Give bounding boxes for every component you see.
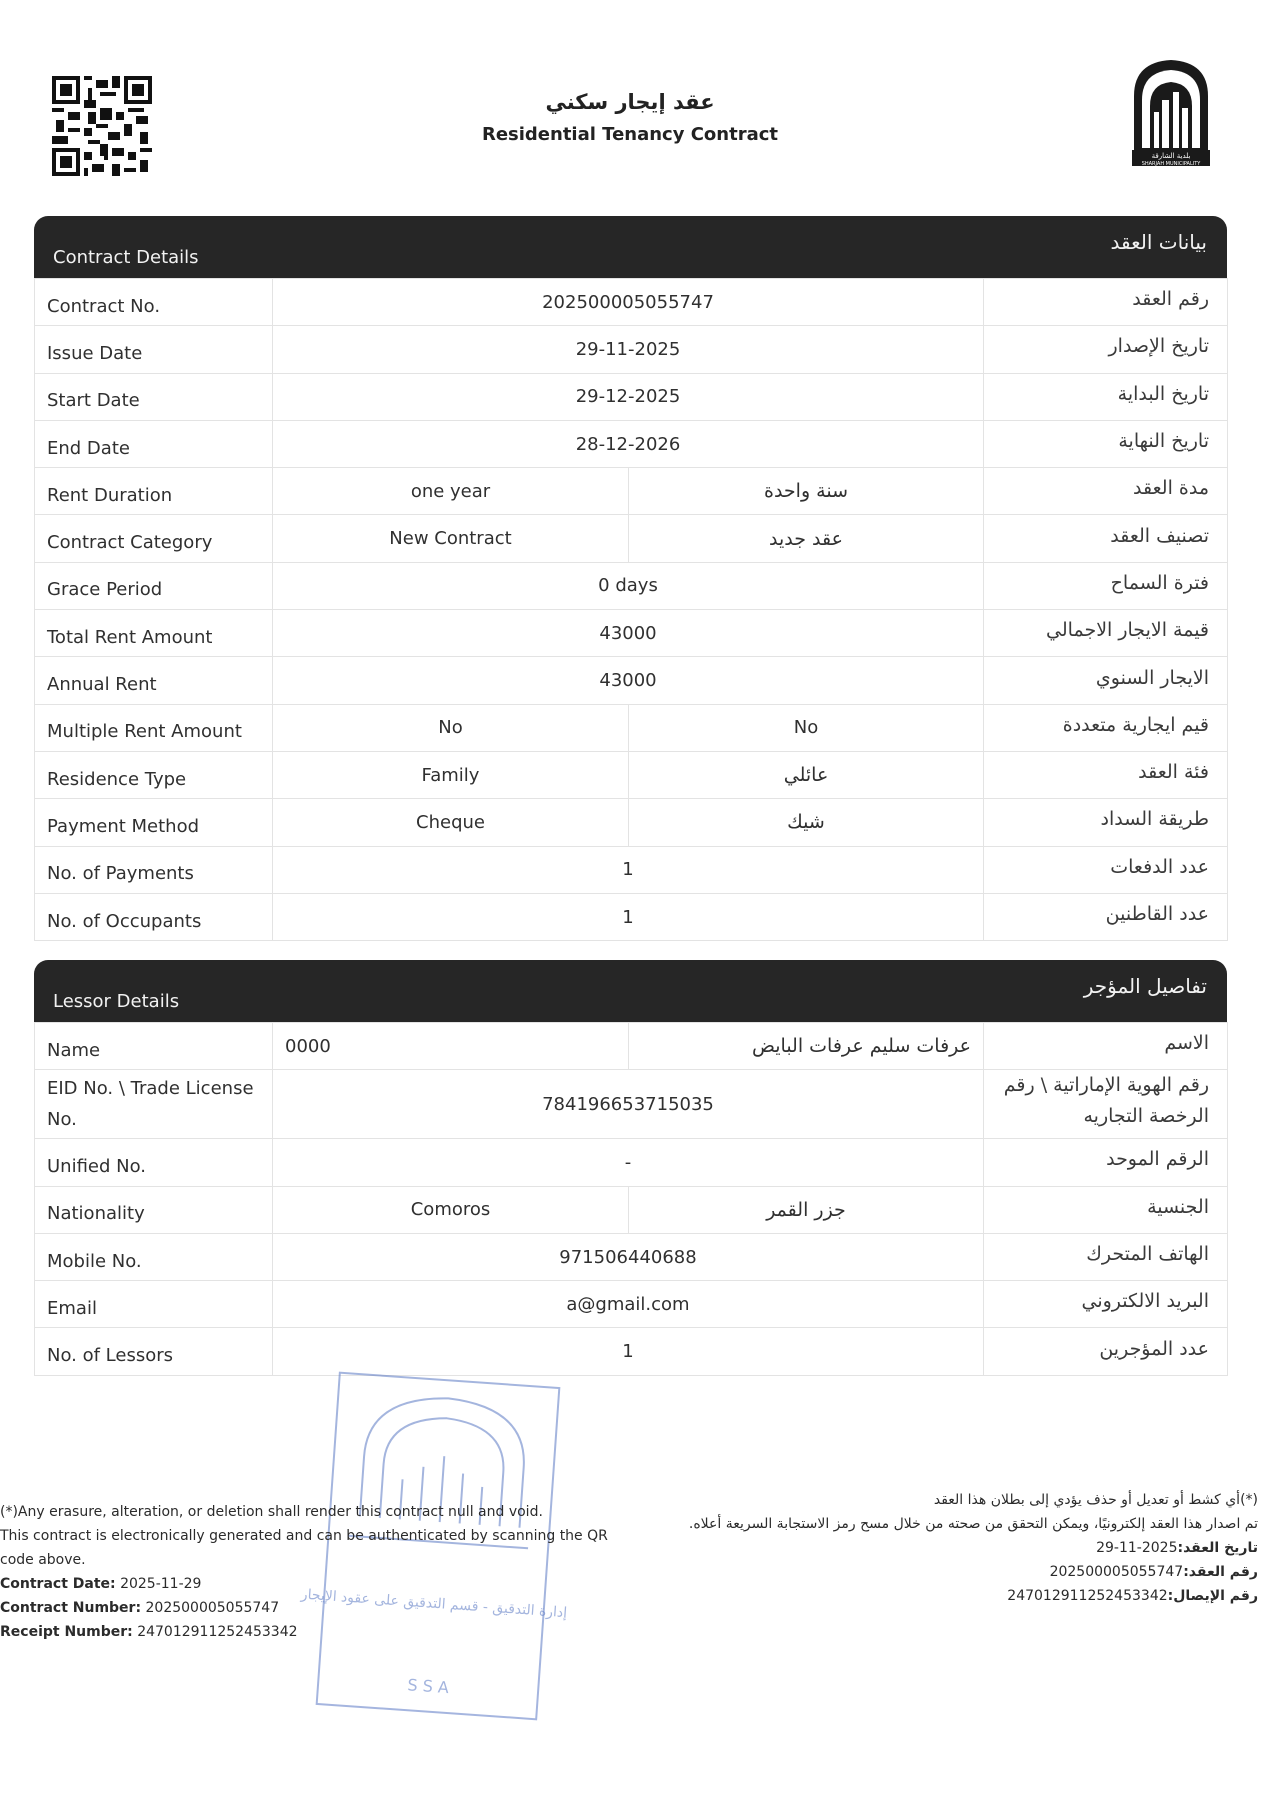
logo-text-ar: بلدية الشارقة — [1151, 152, 1191, 160]
table-row — [35, 1233, 1228, 1280]
logo-text-en: SHARJAH MUNICIPALITY — [1141, 161, 1201, 167]
label-grace-period: Grace Period — [35, 562, 273, 609]
table-row — [35, 657, 1228, 704]
label-nationality: Nationality — [35, 1186, 273, 1233]
footer-contract-date: Contract Date: 2025-11-29 — [0, 1576, 202, 1592]
label-start-date: Start Date — [35, 373, 273, 420]
label-eid-trade-license: EID No. \ Trade License No. — [35, 1070, 273, 1139]
label-lessor-name: Name — [35, 1023, 273, 1070]
value-total-rent: 43000 — [273, 610, 984, 657]
value-no-of-payments: 1 — [273, 846, 984, 893]
label-rent-duration: Rent Duration — [35, 468, 273, 515]
label-ar-residence-type: فئة العقد — [984, 751, 1228, 798]
value-end-date: 28-12-2026 — [273, 420, 984, 467]
label-email: Email — [35, 1281, 273, 1328]
label-mobile-no: Mobile No. — [35, 1233, 273, 1280]
value-unified-no: - — [273, 1139, 984, 1186]
table-row — [35, 893, 1228, 940]
label-ar-eid-trade-license: رقم الهوية الإماراتية \ رقم الرخصة التجاريه — [984, 1070, 1228, 1139]
label-end-date: End Date — [35, 420, 273, 467]
value-no-of-lessors: 1 — [273, 1328, 984, 1375]
label-multiple-rent: Multiple Rent Amount — [35, 704, 273, 751]
label-ar-issue-date: تاريخ الإصدار — [984, 326, 1228, 373]
label-ar-nationality: الجنسية — [984, 1186, 1228, 1233]
label-ar-start-date: تاريخ البداية — [984, 373, 1228, 420]
value-residence-type-ar: عائلي — [629, 751, 984, 798]
lessor-details-heading-ar: تفاصيل المؤجر — [1083, 974, 1207, 998]
table-row — [35, 610, 1228, 657]
footer-contract-date-ar: تاريخ العقد:2025-11-29 — [1096, 1540, 1258, 1556]
value-multiple-rent-ar: No — [629, 704, 984, 751]
value-contract-category-ar: عقد جديد — [629, 515, 984, 562]
value-mobile-no: 971506440688 — [273, 1233, 984, 1280]
table-row — [35, 326, 1228, 373]
contract-details-table — [34, 278, 1228, 941]
label-ar-unified-no: الرقم الموحد — [984, 1139, 1228, 1186]
value-lessor-name-en: 0000 — [273, 1023, 629, 1070]
label-contract-no: Contract No. — [35, 279, 273, 326]
label-ar-payment-method: طريقة السداد — [984, 799, 1228, 846]
footer-authentication-en: This contract is electronically generated and can be authenticated by scanning the QR code above. — [0, 1528, 608, 1568]
value-eid-trade-license: 784196653715035 — [273, 1070, 984, 1139]
table-row — [35, 1139, 1228, 1186]
table-row — [35, 279, 1228, 326]
label-payment-method: Payment Method — [35, 799, 273, 846]
value-rent-duration-ar: سنة واحدة — [629, 468, 984, 515]
label-no-of-payments: No. of Payments — [35, 846, 273, 893]
label-ar-annual-rent: الايجار السنوي — [984, 657, 1228, 704]
contract-details-section — [34, 216, 1227, 941]
lessor-details-section — [34, 960, 1227, 1376]
label-ar-mobile-no: الهاتف المتحرك — [984, 1233, 1228, 1280]
footer-receipt-number-ar: رقم الإيصال:247012911252453342 — [1007, 1588, 1258, 1604]
value-multiple-rent-en: No — [273, 704, 629, 751]
label-no-of-occupants: No. of Occupants — [35, 893, 273, 940]
label-ar-no-of-lessors: عدد المؤجرين — [984, 1328, 1228, 1375]
value-payment-method-en: Cheque — [273, 799, 629, 846]
table-row — [35, 1023, 1228, 1070]
footer-contract-number: Contract Number: 202500005055747 — [0, 1600, 280, 1616]
label-ar-multiple-rent: قيم ايجارية متعددة — [984, 704, 1228, 751]
document-title-en: Residential Tenancy Contract — [481, 124, 779, 145]
label-issue-date: Issue Date — [35, 326, 273, 373]
value-nationality-ar: جزر القمر — [629, 1186, 984, 1233]
lessor-details-header — [34, 960, 1227, 1022]
stamp-text-en: S S A — [406, 1675, 450, 1698]
stamp-text-ar: إدارة التدقيق - قسم التدقيق على عقود الإيجار — [300, 1586, 568, 1622]
value-grace-period: 0 days — [273, 562, 984, 609]
label-ar-lessor-name: الاسم — [984, 1023, 1228, 1070]
lessor-details-heading-en: Lessor Details — [53, 991, 180, 1012]
document-title-ar: عقد إيجار سكني — [545, 90, 715, 114]
label-ar-no-of-occupants: عدد القاطنين — [984, 893, 1228, 940]
label-ar-no-of-payments: عدد الدفعات — [984, 846, 1228, 893]
qr-code — [52, 76, 152, 176]
label-contract-category: Contract Category — [35, 515, 273, 562]
label-ar-rent-duration: مدة العقد — [984, 468, 1228, 515]
value-payment-method-ar: شيك — [629, 799, 984, 846]
contract-details-header — [34, 216, 1227, 278]
table-row — [35, 515, 1228, 562]
table-row — [35, 468, 1228, 515]
contract-details-heading-en: Contract Details — [53, 247, 199, 268]
label-unified-no: Unified No. — [35, 1139, 273, 1186]
table-row — [35, 1186, 1228, 1233]
label-ar-contract-no: رقم العقد — [984, 279, 1228, 326]
contract-details-heading-ar: بيانات العقد — [1110, 230, 1207, 254]
table-row — [35, 562, 1228, 609]
label-ar-contract-category: تصنيف العقد — [984, 515, 1228, 562]
table-row — [35, 799, 1228, 846]
value-no-of-occupants: 1 — [273, 893, 984, 940]
value-start-date: 29-12-2025 — [273, 373, 984, 420]
label-ar-end-date: تاريخ النهاية — [984, 420, 1228, 467]
municipality-logo — [1128, 56, 1214, 168]
table-row — [35, 420, 1228, 467]
footer-authentication-ar: تم اصدار هذا العقد إلكترونيًا، ويمكن التحقق من صحته من خلال مسح رمز الاستجابة السريعة أعلاه. — [688, 1516, 1258, 1532]
table-row — [35, 704, 1228, 751]
value-annual-rent: 43000 — [273, 657, 984, 704]
value-nationality-en: Comoros — [273, 1186, 629, 1233]
footer-receipt-number: Receipt Number: 247012911252453342 — [0, 1624, 298, 1640]
label-ar-grace-period: فترة السماح — [984, 562, 1228, 609]
table-row — [35, 751, 1228, 798]
label-annual-rent: Annual Rent — [35, 657, 273, 704]
label-no-of-lessors: No. of Lessors — [35, 1328, 273, 1375]
table-row — [35, 1328, 1228, 1375]
value-contract-category-en: New Contract — [273, 515, 629, 562]
label-total-rent: Total Rent Amount — [35, 610, 273, 657]
footer-contract-number-ar: رقم العقد:202500005055747 — [1049, 1564, 1258, 1580]
lessor-details-table — [34, 1022, 1228, 1376]
table-row — [35, 846, 1228, 893]
footer-disclaimer-ar: (*)أي كشط أو تعديل أو حذف يؤدي إلى بطلان هذا العقد — [933, 1492, 1258, 1508]
table-row — [35, 1281, 1228, 1328]
label-ar-total-rent: قيمة الايجار الاجمالي — [984, 610, 1228, 657]
value-residence-type-en: Family — [273, 751, 629, 798]
table-row — [35, 373, 1228, 420]
value-email: a@gmail.com — [273, 1281, 984, 1328]
label-ar-email: البريد الالكتروني — [984, 1281, 1228, 1328]
value-lessor-name-ar: عرفات سليم عرفات البايض — [629, 1023, 984, 1070]
value-rent-duration-en: one year — [273, 468, 629, 515]
value-issue-date: 29-11-2025 — [273, 326, 984, 373]
value-contract-no: 202500005055747 — [273, 279, 984, 326]
table-row — [35, 1070, 1228, 1139]
footer-notes-ar — [618, 1488, 1258, 1608]
footer-disclaimer-en: (*)Any erasure, alteration, or deletion shall render this contract null and void. — [0, 1504, 543, 1520]
label-residence-type: Residence Type — [35, 751, 273, 798]
footer-notes-en — [0, 1500, 640, 1644]
